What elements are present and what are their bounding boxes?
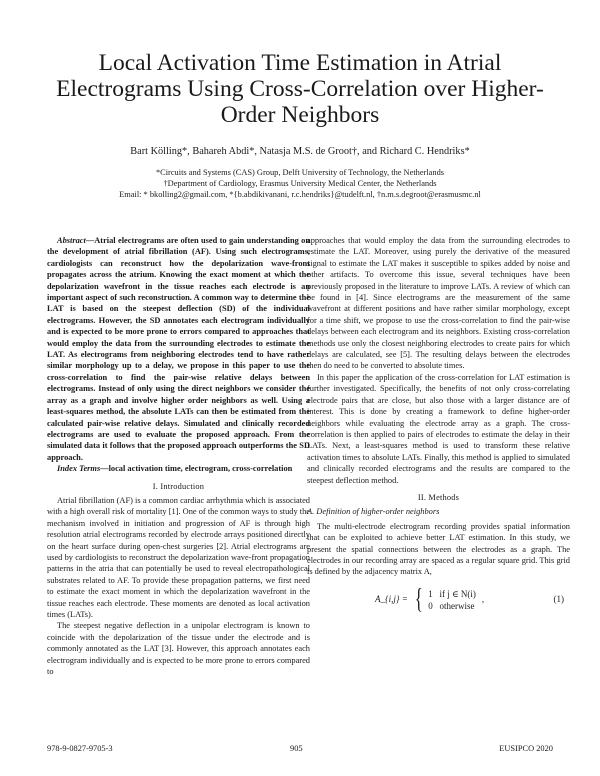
paper-title: Local Activation Time Estimation in Atrial Electrograms Using Cross-Correlation over Higher-Order Neighbors: [56, 50, 544, 128]
equation-case-1: 1 if j ∈ N(i): [428, 588, 476, 599]
equation-trail: ,: [481, 594, 485, 605]
intro-paragraph-1: Atrial fibrillation (AF) is a common cardiac arrhythmia which is associated with a high overall risk of mortality [1]. One of the common ways to study the mechanism involved in initiation and progression of AF is through high resolution atrial electrograms recorded by electrode arrays positioned directly on the heart surface during open-chest surgeries [2]. Atrial electrograms are used by cardiologists to reconstruct the depolarization wave-front propagation patterns in the atria that can potentially be used to reveal electropathological substrates related to AF. To provide these propagation patterns, we first need to estimate the exact moment in which the depolarization wavefront in the tissue reaches each electrode. These moments are denoted as local activation times (LATs).: [47, 495, 310, 619]
left-column: [47, 235, 310, 677]
abstract-label: Abstract: [57, 236, 86, 245]
intro-paragraph-2: The steepest negative deflection in a unipolar electrogram is known to coincide with the depolarization of the tissue under the electrode and is commonly annotated as the LAT [3]. However, this approach annotates each electrogram individually and is expected to be more prone to errors compared to: [47, 621, 310, 677]
author-list: Bart Kölling*, Bahareh Abdi*, Natasja M.S. de Groot†, and Richard C. Hendriks*: [130, 146, 470, 157]
footer-isbn: 978-9-0827-9705-3: [47, 744, 113, 753]
index-terms-text: —local activation time, electrogram, cross-correlation: [100, 464, 293, 474]
equation-number: (1): [553, 594, 564, 605]
methods-paragraph: The multi-electrode electrogram recording provides spatial information that can be exploited to achieve better LAT estimation. In this study, we present the spatial connections between the electrodes as a graph. The electrodes in our recording array are spaced as a regular square grid. This grid is defined by the adjacency matrix A,: [307, 521, 570, 577]
abstract-text: —Atrial electrograms are often used to gain understanding on the development of atrial fibrillation (AF). Using such electrograms, cardiologists can reconstruct how the depolarization wave-front propagates across the atrium. Knowing the exact moment at which the depolarization wavefront in the tissue reaches each electrode is an important aspect of such reconstruction. A common way to determine the LAT is based on the steepest deflection (SD) of the individual electrograms. However, the SD annotates each electrogram individually and is expected to be more prone to errors compared to approaches that would employ the data from the surrounding electrodes to estimate the LAT. As electrograms from neighboring electrodes tend to have rather similar morphology up to a delay, we propose in this paper to use the cross-correlation to find the pair-wise relative delays between electrograms. Instead of only using the direct neighbors we consider the array as a graph and involve higher order neighbors as well. Using a least-squares method, the absolute LATs can then be estimated from the calculated pair-wise relative delays. Simulated and clinically recorded electrograms are used to evaluate the proposed approach. From the simulated data it follows that the proposed approach outperforms the SD approach.: [47, 236, 310, 462]
affiliation-cardiology: †Department of Cardiology, Erasmus University Medical Center, the Netherlands: [163, 179, 437, 188]
equation-lhs: A_{i,j} =: [375, 594, 408, 605]
index-terms-label: Index Terms: [57, 464, 101, 474]
abstract: [47, 235, 310, 463]
equation-cases: [428, 588, 476, 612]
right-column: [307, 235, 570, 615]
subsection-heading-neighbors: A. Definition of higher-order neighbors: [307, 507, 440, 517]
footer-page-number: 905: [290, 744, 303, 753]
right-paragraph-1: approaches that would employ the data from the surrounding electrodes to estimate the LAT. Moreover, using purely the derivative of the measured signal to estimate the LAT makes it susceptible to spikes added by noise and other artifacts. To overcome this issue, several techniques have been previously proposed in the literature to improve LATs. A review of which can be found in [4]. Since electrograms are the measurement of the same wavefront at different positions and have rather similar morphology, except for a time shift, we propose to use the cross-correlation to find the pair-wise delays between each electrogram and its neighbors. Existing cross-correlation methods use only the closest neighboring electrodes to create pairs for which delays are calculated, see [5]. The resulting delays between the electrodes then do need to be converted to absolute times.: [307, 236, 570, 371]
footer-conference: EUSIPCO 2020: [499, 744, 553, 753]
equation-adjacency: [307, 585, 570, 615]
index-terms: [47, 463, 310, 474]
equation-brace: {: [414, 583, 423, 615]
section-heading-introduction: I. Introduction: [152, 481, 205, 491]
section-heading-methods: II. Methods: [417, 492, 460, 502]
right-paragraph-2: In this paper the application of the cross-correlation for LAT estimation is further investigated. Specifically, the benefits of not only cross-correlating electrode pairs that are close, but also those with a larger distance are of interest. This is done by creating a framework to define higher-order neighbors while evaluating the electrode array as a graph. The cross-correlation is then applied to pairs of electrodes to estimate the delay in their LATs. Next, a least-squares method is used to transform these relative activation times to absolute LATs. Finally, this method is applied to simulated and clinically recorded electrograms and the results are compared to the steepest deflection method.: [307, 372, 570, 485]
author-emails: Email: * bkolling2@gmail.com, *{b.abdikivanani, r.c.hendriks}@tudelft.nl, †n.m.s.degroot@erasmusmc.nl: [119, 190, 481, 199]
affiliation-cas: *Circuits and Systems (CAS) Group, Delft University of Technology, the Netherlands: [155, 168, 445, 177]
equation-case-2: 0 otherwise: [428, 600, 475, 611]
affiliations: [40, 167, 560, 200]
